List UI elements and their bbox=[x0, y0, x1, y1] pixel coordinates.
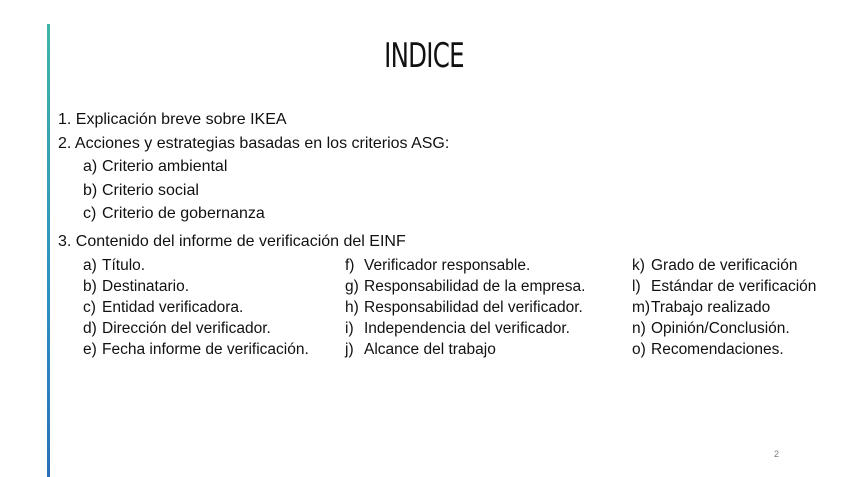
grid-item bbox=[632, 276, 842, 297]
grid-item-text: Independencia del verificador. bbox=[364, 320, 570, 337]
subitem-marker: c) bbox=[83, 205, 97, 222]
grid-item-text: Alcance del trabajo bbox=[364, 341, 496, 358]
grid-item-text: Verificador responsable. bbox=[364, 257, 531, 274]
grid-item bbox=[632, 255, 842, 276]
subitem-text: Criterio social bbox=[102, 181, 199, 199]
index-content bbox=[58, 108, 843, 360]
grid-item-marker: g) bbox=[345, 278, 359, 295]
grid-item bbox=[83, 276, 345, 297]
grid-item-text: Destinatario. bbox=[102, 278, 190, 295]
grid-item-text: Grado de verificación bbox=[651, 257, 798, 274]
grid-item bbox=[83, 255, 345, 276]
outline-item-1: 1. Explicación breve sobre IKEA bbox=[58, 111, 287, 128]
accent-bar bbox=[47, 24, 50, 477]
grid-item bbox=[83, 297, 345, 318]
grid-item-marker: l) bbox=[632, 278, 641, 295]
grid-item-text: Título. bbox=[102, 257, 146, 274]
grid-item-text: Opinión/Conclusión. bbox=[651, 320, 790, 337]
outline-subitem bbox=[58, 155, 843, 179]
grid-item-marker: d) bbox=[83, 320, 97, 337]
outline-item-2: 2. Acciones y estrategias basadas en los criterios ASG: bbox=[58, 134, 450, 152]
grid-item bbox=[345, 339, 632, 360]
grid-item bbox=[83, 318, 345, 339]
subitem-marker: b) bbox=[83, 181, 98, 199]
grid-item-text: Responsabilidad del verificador. bbox=[364, 299, 583, 316]
grid-item-text: Trabajo realizado bbox=[651, 299, 771, 316]
verification-contents-grid bbox=[58, 255, 843, 360]
grid-item-text: Recomendaciones. bbox=[651, 341, 784, 358]
grid-item-marker: c) bbox=[83, 299, 96, 316]
grid-item bbox=[632, 297, 842, 318]
grid-item bbox=[345, 276, 632, 297]
grid-item-marker: n) bbox=[632, 320, 646, 337]
subitem-text: Criterio de gobernanza bbox=[102, 205, 265, 222]
grid-item-text: Fecha informe de verificación. bbox=[102, 341, 309, 358]
grid-item-marker: e) bbox=[83, 341, 97, 358]
grid-item-text: Estándar de verificación bbox=[651, 278, 817, 295]
grid-item-marker: j) bbox=[345, 341, 354, 358]
subitem-text: Criterio ambiental bbox=[102, 158, 228, 175]
grid-item-marker: k) bbox=[632, 257, 645, 274]
grid-item-marker: m) bbox=[632, 299, 651, 316]
grid-item-marker: o) bbox=[632, 341, 646, 358]
outline-subitem bbox=[58, 179, 843, 203]
outline-item-3: 3. Contenido del informe de verificación del EINF bbox=[58, 232, 406, 250]
grid-item-marker: h) bbox=[345, 299, 359, 316]
slide-number: 2 bbox=[774, 449, 780, 459]
grid-item bbox=[83, 339, 345, 360]
grid-item-text: Entidad verificadora. bbox=[102, 299, 244, 316]
grid-item bbox=[345, 297, 632, 318]
slide-title: INDICE bbox=[384, 36, 464, 76]
grid-item-marker: i) bbox=[345, 320, 354, 337]
grid-item-marker: f) bbox=[345, 257, 355, 274]
grid-item bbox=[632, 339, 842, 360]
subitem-marker: a) bbox=[83, 158, 98, 175]
outline-subitem bbox=[58, 202, 843, 226]
grid-item bbox=[632, 318, 842, 339]
grid-item-text: Dirección del verificador. bbox=[102, 320, 271, 337]
grid-item-text: Responsabilidad de la empresa. bbox=[364, 278, 586, 295]
grid-item-marker: a) bbox=[83, 257, 97, 274]
grid-item-marker: b) bbox=[83, 278, 97, 295]
grid-item bbox=[345, 255, 632, 276]
grid-item bbox=[345, 318, 632, 339]
